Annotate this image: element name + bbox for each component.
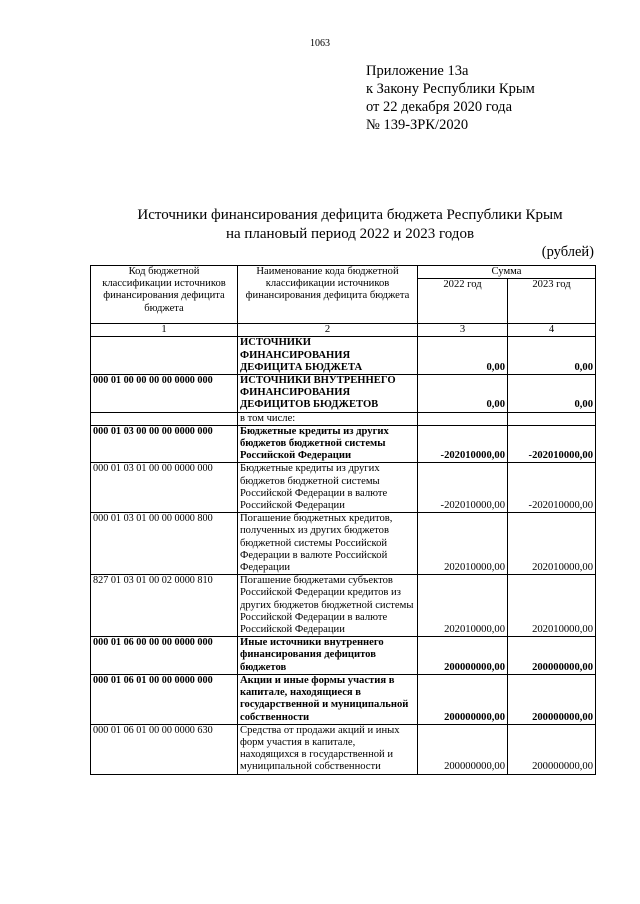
row-2023: 200000000,00 (508, 674, 596, 724)
table-row (91, 425, 596, 463)
row-2022: 200000000,00 (418, 724, 508, 774)
column-number: 3 (418, 324, 508, 337)
table-row (91, 337, 596, 375)
header-code: Код бюджетной классификации источников финансирования дефицита бюджета (91, 266, 238, 324)
row-name: ИСТОЧНИКИ ФИНАНСИРОВАНИЯ ДЕФИЦИТА БЮДЖЕТА (238, 337, 418, 375)
table-row (91, 463, 596, 513)
row-2022: 200000000,00 (418, 674, 508, 724)
table-row (91, 724, 596, 774)
row-2022: -202010000,00 (418, 463, 508, 513)
header-sum: Сумма (418, 266, 596, 279)
appendix-header (366, 62, 535, 134)
row-2023: 202010000,00 (508, 575, 596, 637)
appendix-line-2: к Закону Республики Крым (366, 81, 535, 97)
page-number: 1063 (310, 38, 330, 49)
header-row (91, 266, 596, 279)
row-name: в том числе: (238, 412, 418, 425)
row-name: Бюджетные кредиты из других бюджетов бюджетной системы Российской Федерации (238, 425, 418, 463)
column-number-row (91, 324, 596, 337)
row-name: Бюджетные кредиты из других бюджетов бюджетной системы Российской Федерации в валюте Российской Федерации (238, 463, 418, 513)
row-2023: 200000000,00 (508, 637, 596, 675)
financing-table (90, 265, 596, 775)
column-number: 1 (91, 324, 238, 337)
unit-label: (рублей) (541, 244, 594, 260)
row-2023: -202010000,00 (508, 463, 596, 513)
row-2022: 202010000,00 (418, 513, 508, 575)
appendix-line-1: Приложение 13а (366, 63, 469, 79)
row-code: 000 01 03 00 00 00 0000 000 (91, 425, 238, 463)
row-2022: 200000000,00 (418, 637, 508, 675)
row-2022: 0,00 (418, 337, 508, 375)
table-row (91, 637, 596, 675)
appendix-line-3: от 22 декабря 2020 года (366, 99, 512, 115)
row-name: Погашение бюджетами субъектов Российской Федерации кредитов из других бюджетов бюджетной системы Российской Федерации в валюте Российской Федерации (238, 575, 418, 637)
document-title (60, 206, 640, 244)
row-name: Иные источники внутреннего финансирования дефицитов бюджетов (238, 637, 418, 675)
row-code (91, 337, 238, 375)
row-2023 (508, 412, 596, 425)
row-2023: -202010000,00 (508, 425, 596, 463)
row-2022: -202010000,00 (418, 425, 508, 463)
row-code: 000 01 06 00 00 00 0000 000 (91, 637, 238, 675)
row-name: Погашение бюджетных кредитов, полученных из других бюджетов бюджетной системы Российской Федерации в валюте Российской Федерации (238, 513, 418, 575)
row-code: 000 01 03 01 00 00 0000 000 (91, 463, 238, 513)
table-row (91, 674, 596, 724)
row-2023: 202010000,00 (508, 513, 596, 575)
title-line-1: Источники финансирования дефицита бюджета Республики Крым (137, 207, 563, 223)
row-name: Средства от продажи акций и иных форм участия в капитале, находящихся в государственной и муниципальной собственности (238, 724, 418, 774)
row-2022 (418, 412, 508, 425)
row-2022: 202010000,00 (418, 575, 508, 637)
row-2023: 0,00 (508, 337, 596, 375)
row-2023: 200000000,00 (508, 724, 596, 774)
column-number: 4 (508, 324, 596, 337)
title-line-2: на плановый период 2022 и 2023 годов (225, 226, 475, 242)
row-code: 827 01 03 01 00 02 0000 810 (91, 575, 238, 637)
row-name: ИСТОЧНИКИ ВНУТРЕННЕГО ФИНАНСИРОВАНИЯ ДЕФИЦИТОВ БЮДЖЕТОВ (238, 375, 418, 413)
table-row (91, 513, 596, 575)
row-code: 000 01 06 01 00 00 0000 000 (91, 674, 238, 724)
row-code (91, 412, 238, 425)
row-2023: 0,00 (508, 375, 596, 413)
row-name: Акции и иные формы участия в капитале, находящиеся в государственной и муниципальной собственности (238, 674, 418, 724)
header-year-2023: 2023 год (508, 279, 596, 324)
column-number: 2 (238, 324, 418, 337)
header-name: Наименование кода бюджетной классификации источников финансирования дефицита бюджета (238, 266, 418, 324)
table-row (91, 575, 596, 637)
table-row (91, 375, 596, 413)
row-code: 000 01 06 01 00 00 0000 630 (91, 724, 238, 774)
row-code: 000 01 00 00 00 00 0000 000 (91, 375, 238, 413)
header-year-2022: 2022 год (418, 279, 508, 324)
row-code: 000 01 03 01 00 00 0000 800 (91, 513, 238, 575)
table-row (91, 412, 596, 425)
appendix-line-4: № 139-ЗРК/2020 (366, 117, 469, 133)
row-2022: 0,00 (418, 375, 508, 413)
